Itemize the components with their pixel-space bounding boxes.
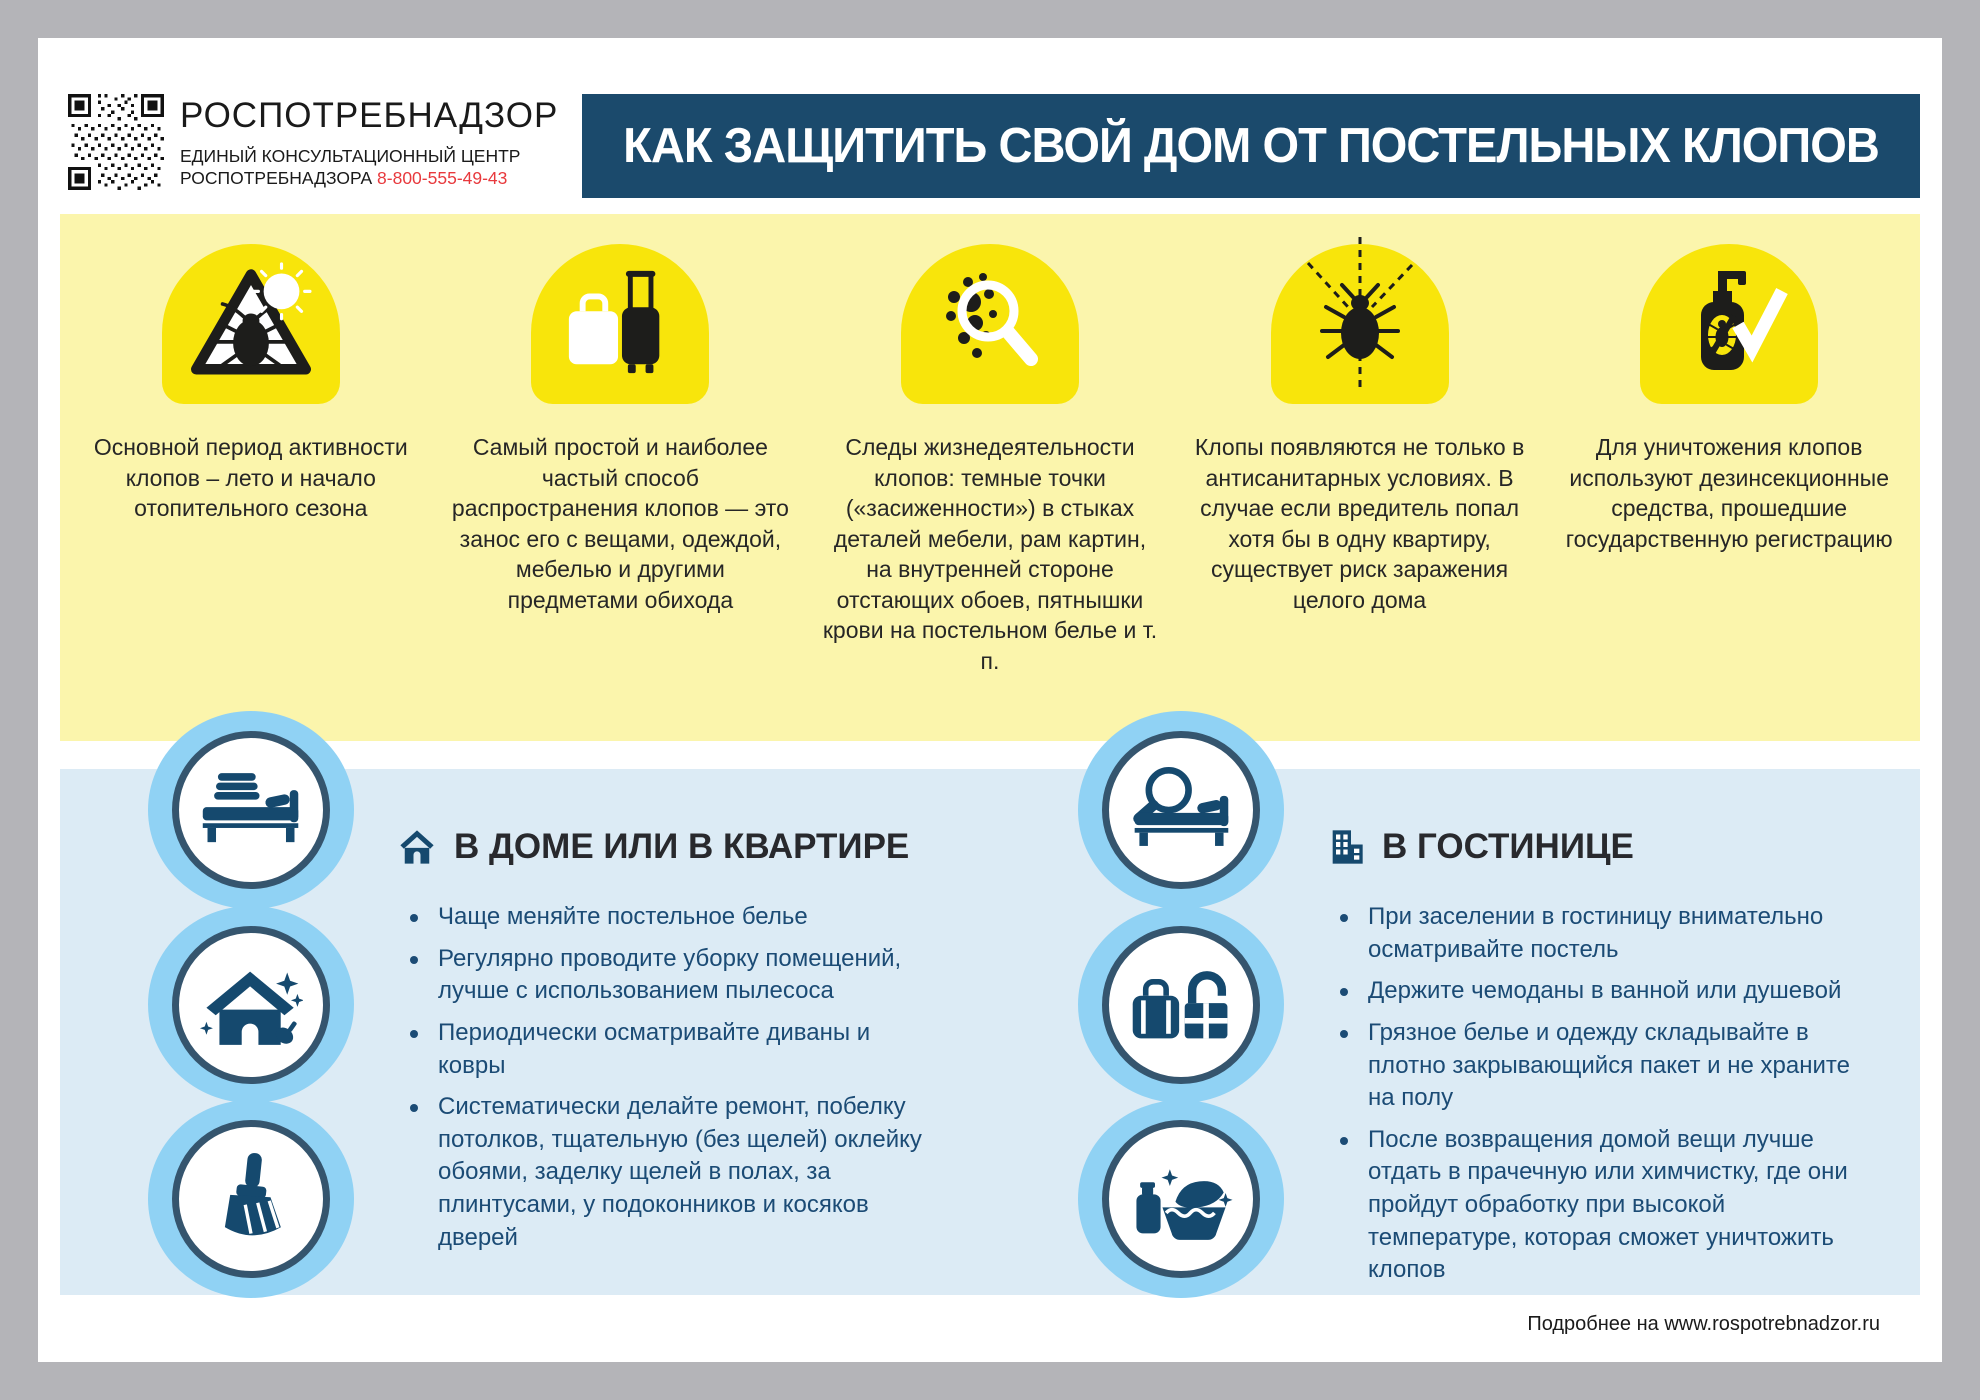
logo-subtitle-line1: ЕДИНЫЙ КОНСУЛЬТАЦИОННЫЙ ЦЕНТР xyxy=(180,146,521,166)
fact-item xyxy=(1544,244,1914,711)
fact-text: Самый простой и наиболее частый способ распространения клопов — это занос его с вещами, одеждой, мебелью и другими предметами обихода xyxy=(451,434,789,613)
home-content xyxy=(386,769,990,1295)
facts-panel xyxy=(60,214,1920,741)
building-icon xyxy=(1326,827,1366,867)
chain-bubble xyxy=(148,1100,354,1298)
fact-text: Клопы появляются не только в антисанитарных условиях. В случае если вредитель попал хотя бы в одну квартиру, существует риск заражения целого дома xyxy=(1194,434,1525,613)
logo-subtitle-line2 xyxy=(180,168,558,190)
home-bullet-list xyxy=(396,901,936,1254)
bullet-item: Регулярно проводите уборку помещений, лучше с использованием пылесоса xyxy=(396,943,936,1008)
hotel-icon-chain xyxy=(1046,711,1316,1295)
fact-text: Следы жизнедеятельности клопов: темные точки («засиженности») в стыках деталей мебели, рам картин, на внутренней стороне отстающих обоев, пятнышки крови на постельном белье и т. п. xyxy=(822,434,1158,675)
hotline-phone-number: 8-800-555-49-43 xyxy=(377,167,508,188)
title-banner xyxy=(582,94,1920,198)
hotel-section xyxy=(990,769,1920,1295)
chain-bubble-inner xyxy=(1102,731,1260,889)
fact-item xyxy=(1175,244,1545,711)
poster-page xyxy=(38,38,1942,1362)
fact-icon-badge xyxy=(1271,244,1449,404)
bullet-item: Держите чемоданы в ванной или душевой xyxy=(1326,975,1866,1008)
bed-icon xyxy=(199,770,303,850)
poster-title: КАК ЗАЩИТИТЬ СВОЙ ДОМ ОТ ПОСТЕЛЬНЫХ КЛОПОВ xyxy=(623,119,1880,173)
fact-text: Для уничтожения клопов используют дезинсекционные средства, прошедшие государственную регистрацию xyxy=(1565,434,1893,552)
fact-text: Основной период активности клопов – лето и начало отопительного сезона xyxy=(93,434,408,522)
suitcases-icon xyxy=(561,266,679,382)
bullet-item: При заселении в гостиницу внимательно осматривайте постель xyxy=(1326,901,1866,966)
chain-bubble xyxy=(1078,906,1284,1104)
logo-org-genitive: РОСПОТРЕБНАДЗОРА xyxy=(180,167,373,188)
fact-item xyxy=(805,244,1175,711)
disinfectant-bottle-check-icon xyxy=(1668,265,1790,383)
laundry-icon xyxy=(1129,1152,1233,1246)
house-icon xyxy=(396,827,438,867)
fact-item xyxy=(436,244,806,711)
bed-magnifier-icon xyxy=(1129,764,1233,856)
logo-text xyxy=(180,94,558,190)
home-heading: В ДОМЕ ИЛИ В КВАРТИРЕ xyxy=(454,827,910,866)
broom-icon xyxy=(203,1151,299,1247)
bullet-item: Чаще меняйте постельное белье xyxy=(396,901,936,934)
home-section xyxy=(60,769,990,1295)
home-icon-chain xyxy=(116,711,386,1295)
luggage-lock-icon xyxy=(1129,960,1233,1050)
fact-item xyxy=(66,244,436,711)
hotel-bullet-list xyxy=(1326,901,1866,1287)
fact-icon-badge xyxy=(1640,244,1818,404)
chain-bubble-inner xyxy=(172,926,330,1084)
chain-bubble xyxy=(148,906,354,1104)
magnifier-spots-icon xyxy=(930,266,1050,382)
chain-bubble-inner xyxy=(1102,1120,1260,1278)
fact-icon-badge xyxy=(901,244,1079,404)
chain-bubble xyxy=(1078,711,1284,909)
fact-icon-badge xyxy=(531,244,709,404)
hotel-heading: В ГОСТИНИЦЕ xyxy=(1382,827,1634,866)
chain-bubble xyxy=(1078,1100,1284,1298)
chain-bubble-inner xyxy=(172,1120,330,1278)
hotel-heading-row xyxy=(1326,827,1894,867)
footer-link-text: Подробнее на www.rospotrebnadzor.ru xyxy=(1527,1313,1880,1335)
rospotrebnadzor-logo xyxy=(68,94,558,190)
bullet-item: Грязное белье и одежду складывайте в плотно закрывающийся пакет и не храните на полу xyxy=(1326,1017,1866,1115)
header xyxy=(68,94,1920,198)
chain-bubble-inner xyxy=(172,731,330,889)
chain-bubble xyxy=(148,711,354,909)
bullet-item: Периодически осматривайте диваны и ковры xyxy=(396,1017,936,1082)
logo-org-name: РОСПОТРЕБНАДЗОР xyxy=(180,96,559,135)
chain-bubble-inner xyxy=(1102,926,1260,1084)
fact-icon-badge xyxy=(162,244,340,404)
hotel-content xyxy=(1316,769,1920,1295)
qr-code-icon xyxy=(68,94,164,190)
bug-antennae-icon xyxy=(1300,237,1420,387)
bullet-item: Систематически делайте ремонт, побелку потолков, тщательную (без щелей) оклейку обоями, заделку щелей в полах, за плинтусами, у подоконников и косяков дверей xyxy=(396,1091,936,1254)
home-heading-row xyxy=(396,827,964,867)
bullet-item: После возвращения домой вещи лучше отдать в прачечную или химчистку, где они пройдут обработку при высокой температуре, которая сможет уничтожить клопов xyxy=(1326,1124,1866,1287)
bug-warning-sun-icon xyxy=(187,264,315,384)
guide-panel xyxy=(60,769,1920,1295)
house-cleaning-icon xyxy=(199,957,303,1053)
